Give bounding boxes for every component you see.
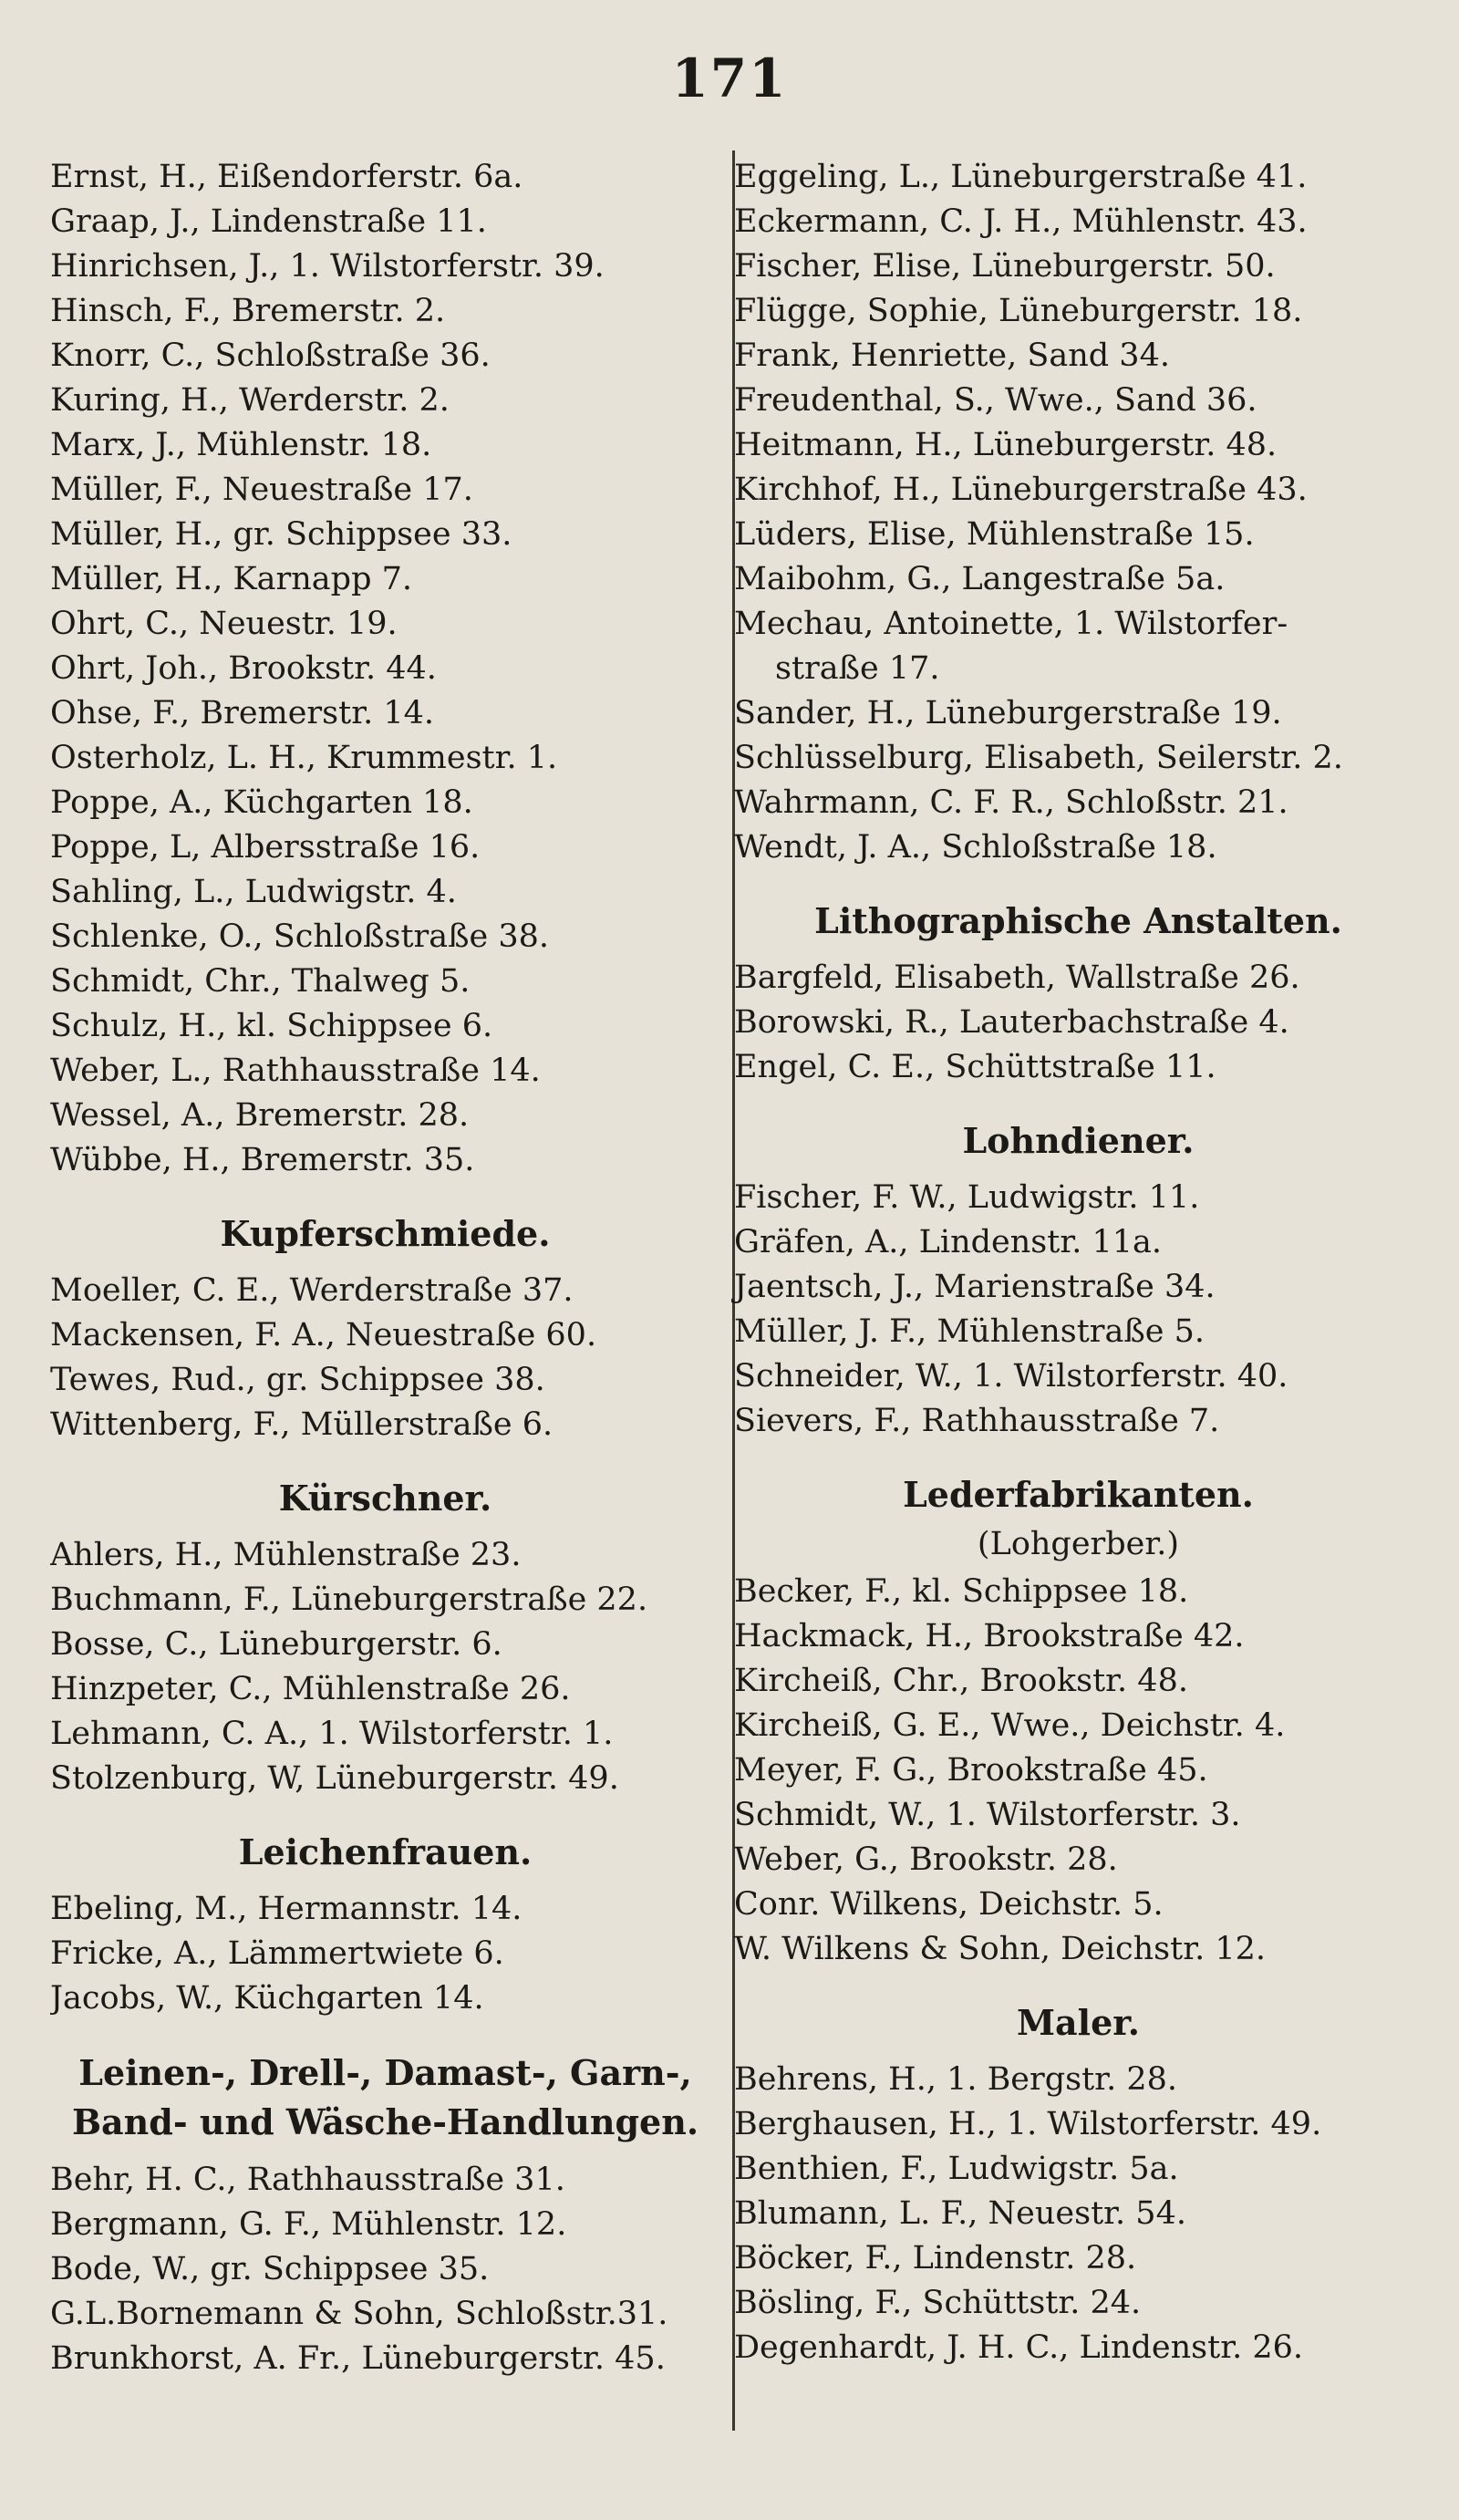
directory-entry: Maibohm, G., Langestraße 5a.: [734, 561, 1226, 597]
directory-entry: Sahling, L., Ludwigstr. 4.: [50, 874, 457, 910]
section-subheading: (Lohgerber.): [977, 1526, 1180, 1562]
directory-entry: Gräfen, A., Lindenstr. 11a.: [734, 1224, 1162, 1260]
directory-entry: Wessel, A., Bremerstr. 28.: [50, 1097, 470, 1134]
directory-entry: Fricke, A., Lämmertwiete 6.: [50, 1935, 504, 1972]
directory-entry: Müller, H., Karnapp 7.: [50, 561, 412, 597]
directory-entry: Bergmann, G. F., Mühlenstr. 12.: [50, 2206, 567, 2243]
directory-entry: W. Wilkens & Sohn, Deichstr. 12.: [734, 1931, 1267, 1967]
directory-entry: Wittenberg, F., Müllerstraße 6.: [50, 1406, 554, 1443]
directory-entry: Meyer, F. G., Brookstraße 45.: [734, 1752, 1208, 1789]
directory-entry: Müller, H., gr. Schippsee 33.: [50, 516, 512, 553]
directory-entry: Schlüsselburg, Elisabeth, Seilerstr. 2.: [734, 740, 1343, 776]
directory-entry: Müller, F., Neuestraße 17.: [50, 472, 473, 508]
directory-entry: Knorr, C., Schloßstraße 36.: [50, 337, 491, 374]
directory-entry: Kuring, H., Werderstr. 2.: [50, 382, 450, 419]
directory-entry: Jacobs, W., Küchgarten 14.: [50, 1980, 484, 2017]
directory-entry: Wendt, J. A., Schloßstraße 18.: [734, 829, 1217, 866]
directory-entry: Osterholz, L. H., Krummestr. 1.: [50, 740, 558, 776]
directory-entry: Kircheiß, G. E., Wwe., Deichstr. 4.: [734, 1707, 1286, 1744]
directory-entry: Müller, J. F., Mühlenstraße 5.: [734, 1313, 1205, 1350]
directory-entry: Poppe, L, Albersstraße 16.: [50, 829, 481, 866]
directory-entry: Wübbe, H., Bremerstr. 35.: [50, 1142, 475, 1178]
section-heading: Leinen-, Drell-, Damast-, Garn-,: [78, 2052, 692, 2093]
directory-entry: Degenhardt, J. H. C., Lindenstr. 26.: [734, 2329, 1304, 2366]
directory-entry: Behrens, H., 1. Bergstr. 28.: [734, 2061, 1177, 2098]
directory-entry: Ebeling, M., Hermannstr. 14.: [50, 1891, 523, 1927]
directory-entry: Hinzpeter, C., Mühlenstraße 26.: [50, 1671, 571, 1707]
directory-entry: Bode, W., gr. Schippsee 35.: [50, 2251, 490, 2287]
directory-entry: Ahlers, H., Mühlenstraße 23.: [50, 1537, 522, 1573]
directory-entry: Wahrmann, C. F. R., Schloßstr. 21.: [734, 784, 1288, 821]
directory-entry: Moeller, C. E., Werderstraße 37.: [50, 1272, 574, 1309]
directory-entry: Bösling, F., Schüttstr. 24.: [734, 2285, 1142, 2321]
directory-entry: Engel, C. E., Schüttstraße 11.: [734, 1049, 1216, 1085]
directory-entry: Ohse, F., Bremerstr. 14.: [50, 695, 434, 731]
directory-entry: Schmidt, W., 1. Wilstorferstr. 3.: [734, 1797, 1241, 1833]
directory-entry: Buchmann, F., Lüneburgerstraße 22.: [50, 1581, 648, 1618]
directory-entry: Fischer, F. W., Ludwigstr. 11.: [734, 1179, 1200, 1216]
directory-entry: Lüders, Elise, Mühlenstraße 15.: [734, 516, 1255, 553]
directory-entry: Tewes, Rud., gr. Schippsee 38.: [50, 1362, 545, 1398]
directory-entry: Schmidt, Chr., Thalweg 5.: [50, 963, 471, 1000]
directory-entry: Kirchhof, H., Lüneburgerstraße 43.: [734, 472, 1308, 508]
directory-entry: G.L.Bornemann & Sohn, Schloßstr.31.: [50, 2296, 668, 2332]
directory-entry-continuation: straße 17.: [775, 650, 940, 687]
section-heading: Maler.: [1016, 2002, 1141, 2043]
section-heading: Kupferschmiede.: [220, 1213, 551, 1254]
directory-entry: Behr, H. C., Rathhausstraße 31.: [50, 2162, 565, 2198]
directory-entry: Bosse, C., Lüneburgerstr. 6.: [50, 1626, 502, 1663]
directory-entry: Eckermann, C. J. H., Mühlenstr. 43.: [734, 203, 1308, 240]
directory-entry: Hackmack, H., Brookstraße 42.: [734, 1618, 1245, 1654]
directory-entry: Jaentsch, J., Marienstraße 34.: [734, 1269, 1216, 1305]
directory-entry: Weber, G., Brookstr. 28.: [734, 1841, 1118, 1878]
section-heading: Lederfabrikanten.: [903, 1474, 1254, 1515]
directory-entry: Weber, L., Rathhausstraße 14.: [50, 1053, 541, 1089]
directory-entry: Mechau, Antoinette, 1. Wilstorfer-: [734, 606, 1288, 642]
directory-entry: Brunkhorst, A. Fr., Lüneburgerstr. 45.: [50, 2340, 666, 2377]
directory-entry: Sievers, F., Rathhausstraße 7.: [734, 1403, 1220, 1439]
directory-entry: Freudenthal, S., Wwe., Sand 36.: [734, 382, 1257, 419]
page-number: 171: [671, 47, 788, 109]
directory-entry: Ohrt, C., Neuestr. 19.: [50, 606, 398, 642]
directory-entry: Borowski, R., Lauterbachstraße 4.: [734, 1004, 1289, 1041]
section-heading-continued: Band- und Wäsche-Handlungen.: [71, 2101, 699, 2142]
directory-entry: Hinsch, F., Bremerstr. 2.: [50, 293, 446, 329]
right-column: [725, 155, 1432, 2370]
directory-entry: Schneider, W., 1. Wilstorferstr. 40.: [734, 1358, 1288, 1395]
directory-entry: Sander, H., Lüneburgerstraße 19.: [734, 695, 1282, 731]
directory-entry: Heitmann, H., Lüneburgerstr. 48.: [734, 427, 1278, 463]
directory-entry: Frank, Henriette, Sand 34.: [734, 337, 1170, 374]
directory-entry: Lehmann, C. A., 1. Wilstorferstr. 1.: [50, 1716, 614, 1752]
left-column: [50, 155, 720, 2381]
directory-entry: Stolzenburg, W, Lüneburgerstr. 49.: [50, 1760, 619, 1797]
directory-entry: Hinrichsen, J., 1. Wilstorferstr. 39.: [50, 248, 605, 285]
directory-entry: Ernst, H., Eißendorferstr. 6a.: [50, 159, 523, 195]
directory-entry: Kircheiß, Chr., Brookstr. 48.: [734, 1663, 1188, 1699]
section-heading: Lithographische Anstalten.: [814, 900, 1342, 941]
directory-entry: Poppe, A., Küchgarten 18.: [50, 784, 473, 821]
directory-entry: Conr. Wilkens, Deichstr. 5.: [734, 1886, 1164, 1923]
directory-entry: Graap, J., Lindenstraße 11.: [50, 203, 487, 240]
directory-entry: Ohrt, Joh., Brookstr. 44.: [50, 650, 437, 687]
directory-entry: Mackensen, F. A., Neuestraße 60.: [50, 1317, 597, 1353]
directory-entry: Schulz, H., kl. Schippsee 6.: [50, 1008, 493, 1044]
section-heading: Lohndiener.: [962, 1120, 1195, 1161]
directory-entry: Schlenke, O., Schloßstraße 38.: [50, 918, 550, 955]
section-heading: Leichenfrauen.: [238, 1831, 533, 1872]
directory-entry: Eggeling, L., Lüneburgerstraße 41.: [734, 159, 1308, 195]
directory-entry: Blumann, L. F., Neuestr. 54.: [734, 2195, 1186, 2232]
directory-entry: Flügge, Sophie, Lüneburgerstr. 18.: [734, 293, 1303, 329]
directory-entry: Marx, J., Mühlenstr. 18.: [50, 427, 432, 463]
directory-entry: Böcker, F., Lindenstr. 28.: [734, 2240, 1137, 2276]
directory-entry: Benthien, F., Ludwigstr. 5a.: [734, 2151, 1179, 2187]
section-heading: Kürschner.: [278, 1478, 492, 1519]
directory-entry: Fischer, Elise, Lüneburgerstr. 50.: [734, 248, 1276, 285]
directory-entry: Bargfeld, Elisabeth, Wallstraße 26.: [734, 959, 1300, 996]
directory-entry: Becker, F., kl. Schippsee 18.: [734, 1573, 1189, 1610]
directory-entry: Berghausen, H., 1. Wilstorferstr. 49.: [734, 2106, 1322, 2142]
